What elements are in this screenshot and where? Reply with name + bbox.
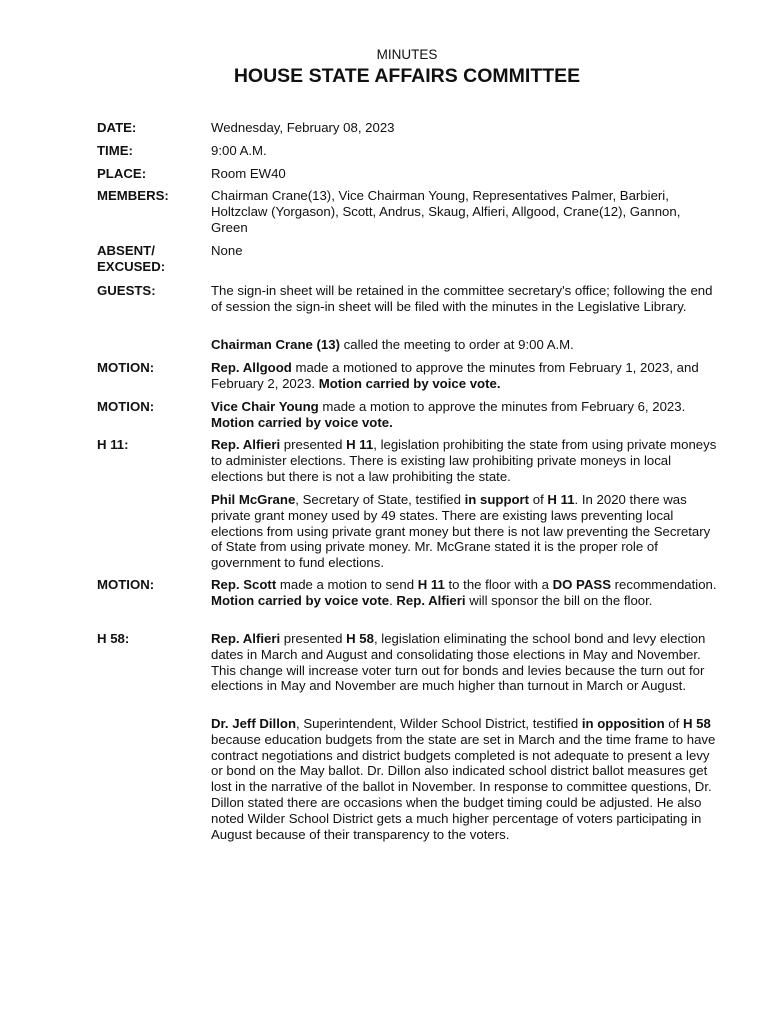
testifier-name: Phil McGrane	[211, 492, 296, 507]
call-to-order-text	[211, 337, 717, 353]
presentation-text: presented	[280, 631, 347, 646]
testimony-text: of	[664, 716, 683, 731]
recommendation: DO PASS	[552, 577, 611, 592]
date-label: DATE:	[97, 120, 137, 135]
document-title: HOUSE STATE AFFAIRS COMMITTEE	[233, 65, 581, 87]
motion-label: MOTION:	[97, 577, 155, 592]
bill-number: H 11	[346, 437, 374, 452]
h58-presentation	[211, 631, 717, 694]
motion-result: Motion carried by voice vote	[211, 592, 390, 608]
motion-body: made a motion to send	[276, 577, 418, 592]
testimony-text: because education budgets from the state are set in March and the time frame to have contract negotiations and district budgets completed is not adequate to present a levy or bond on the May ballot. Dr. Dillon also indicated school district ballot measures get lost in the narrative of the ballot in November. In response to committee questions, Dr. Dillon stated there are occasions when the budget timing could be adjusted. He also noted Wilder School District gets a much higher percentage of voters participating in August because of their transparency to the voters.	[211, 731, 716, 842]
chairman-name: Chairman Crane (13)	[211, 337, 340, 352]
guests-label: GUESTS:	[97, 283, 156, 298]
motion-body: recommendation.	[611, 577, 717, 592]
absent-value: None	[211, 243, 243, 258]
members-value: Chairman Crane(13), Vice Chairman Young, Representatives Palmer, Barbieri, Holtzclaw (Yorgason), Scott, Andrus, Skaug, Alfieri, Allgood, Crane(12), Gannon, Green	[211, 188, 681, 235]
motion-result: Motion carried by voice vote.	[211, 414, 393, 430]
time-value: 9:00 A.M.	[211, 143, 267, 158]
motion-body: made a motion to approve the minutes from February 6, 2023.	[318, 399, 686, 414]
place-label: PLACE:	[97, 166, 147, 181]
place-value: Room EW40	[211, 166, 286, 181]
motion-text	[211, 360, 717, 392]
time-label: TIME:	[97, 143, 133, 158]
members-label: MEMBERS:	[97, 188, 169, 203]
bill-label: H 11:	[97, 437, 129, 452]
motion-body: will sponsor the bill on the floor.	[465, 592, 653, 608]
testimony-stance: in opposition	[581, 716, 665, 731]
motion-body: to the floor with a	[444, 577, 553, 592]
bill-label: H 58:	[97, 631, 130, 646]
mover-name: Rep. Allgood	[211, 360, 292, 375]
testimony-stance: in support	[464, 492, 530, 507]
testimony-text: . In 2020 there was private grant money used by 49 states. There are existing laws preventing local elections from using private grant money but there is not law preventing the Secretary of State from using private money. Mr. McGrane stated it is the proper role of government to fund elections.	[211, 492, 711, 571]
sponsor-name: Rep. Alfieri	[396, 592, 466, 608]
presenter-name: Rep. Alfieri	[211, 437, 281, 452]
h11-presentation	[211, 437, 717, 484]
motion-label: MOTION:	[97, 399, 155, 414]
bill-number: H 11	[417, 577, 445, 592]
date-value: Wednesday, February 08, 2023	[211, 120, 395, 135]
bill-number: H 11	[547, 492, 575, 507]
bill-number: H 58	[346, 631, 374, 646]
mover-name: Rep. Scott	[211, 577, 277, 592]
guests-value: The sign-in sheet will be retained in the committee secretary's office; following the end of session the sign-in sheet will be filed with the minutes in the Legislative Library.	[211, 283, 713, 314]
motion-label: MOTION:	[97, 360, 155, 375]
motion-body: .	[389, 592, 397, 608]
absent-label: ABSENT/ EXCUSED:	[97, 243, 166, 274]
presenter-name: Rep. Alfieri	[211, 631, 281, 646]
motion-text	[211, 577, 717, 609]
motion-body: made a motioned to approve the minutes from February 1, 2023, and February 2, 2023.	[211, 360, 699, 391]
presentation-text: , legislation prohibiting the state from using private moneys to administer elections. There is existing law prohibiting private moneys in local elections but there is not a law prohibiting the state.	[211, 437, 717, 484]
call-to-order-body: called the meeting to order at 9:00 A.M.	[339, 337, 574, 352]
document-subtitle: MINUTES	[376, 47, 438, 62]
testifier-name: Dr. Jeff Dillon	[211, 716, 296, 731]
mover-name: Vice Chair Young	[211, 399, 319, 414]
presentation-text: , legislation eliminating the school bond and levy election dates in March and August and consolidating those elections in May and November. This change will increase voter turn out for bonds and levies because the turn out for elections in May and November are much higher than turnout in March or August.	[211, 631, 706, 694]
presentation-text: presented	[280, 437, 347, 452]
testimony-text: of	[529, 492, 548, 507]
testimony-text: , Secretary of State, testified	[295, 492, 465, 507]
motion-text	[211, 399, 717, 431]
motion-result: Motion carried by voice vote.	[318, 375, 501, 391]
h58-testimony	[211, 716, 717, 842]
bill-number: H 58	[682, 716, 711, 731]
testimony-text: , Superintendent, Wilder School District, testified	[296, 716, 582, 731]
h11-testimony	[211, 492, 717, 571]
